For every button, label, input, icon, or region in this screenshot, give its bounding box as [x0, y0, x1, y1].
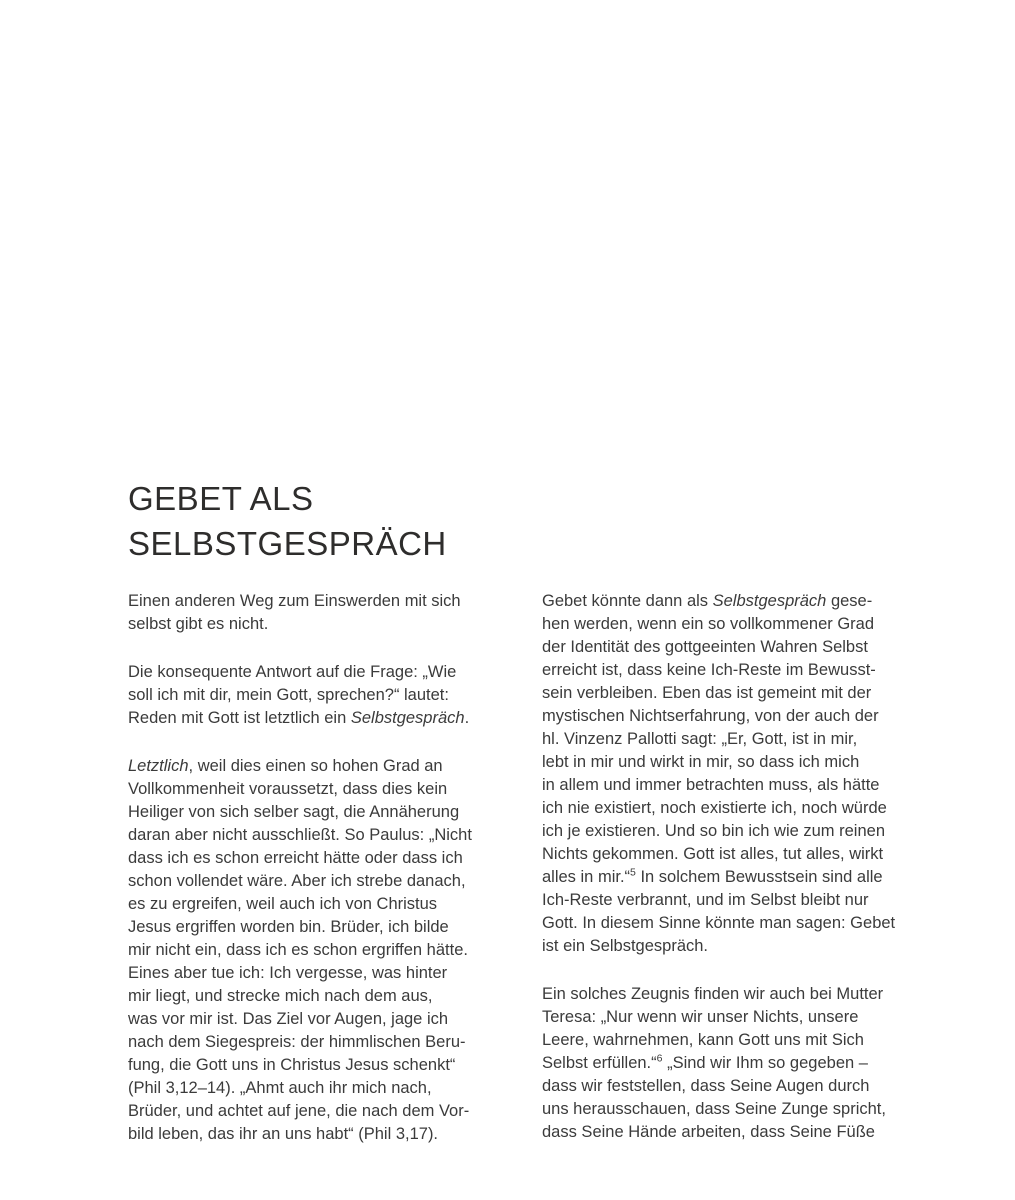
text-line: [128, 824, 502, 847]
paragraph: [128, 661, 502, 730]
body-text: hen werden, wenn ein so vollkommener Grad: [542, 615, 875, 633]
body-text: fung, die Gott uns in Christus Jesus schenkt“: [128, 1056, 456, 1074]
body-text: ich nie existiert, noch existierte ich, noch würde: [542, 799, 887, 817]
chapter-title-line-2: SELBSTGESPRÄCH: [128, 525, 447, 562]
body-text: dass ich es schon erreicht hätte oder dass ich: [128, 849, 463, 867]
text-line: [542, 1029, 916, 1052]
text-line: [542, 613, 916, 636]
body-text: ist ein Selbstgespräch.: [542, 937, 709, 955]
body-text: Einen anderen Weg zum Einswerden mit sich: [128, 592, 461, 610]
text-line: [128, 1123, 502, 1146]
text-line: [542, 636, 916, 659]
body-text: Teresa: „Nur wenn wir unser Nichts, unsere: [542, 1008, 859, 1026]
body-text: Nichts gekommen. Gott ist alles, tut alles, wirkt: [542, 845, 884, 863]
text-line: [128, 778, 502, 801]
paragraph: [128, 590, 502, 636]
text-line: [542, 774, 916, 797]
italic-text: Selbstgespräch: [712, 592, 827, 610]
text-line: [128, 985, 502, 1008]
body-text: was vor mir ist. Das Ziel vor Augen, jage ich: [128, 1010, 449, 1028]
body-text: gese-: [826, 592, 873, 610]
body-text: Die konsequente Antwort auf die Frage: „Wie: [128, 663, 457, 681]
text-line: [542, 889, 916, 912]
text-line: [128, 893, 502, 916]
body-text: sein verbleiben. Eben das ist gemeint mit der: [542, 684, 872, 702]
body-text: lebt in mir und wirkt in mir, so dass ich mich: [542, 753, 860, 771]
chapter-title: [128, 476, 447, 566]
text-line: [128, 1031, 502, 1054]
text-line: [542, 659, 916, 682]
text-line: [128, 661, 502, 684]
body-text: Vollkommenheit voraussetzt, dass dies kein: [128, 780, 448, 798]
body-text: schon vollendet wäre. Aber ich strebe danach,: [128, 872, 466, 890]
text-line: [128, 962, 502, 985]
body-text: der Identität des gottgeeinten Wahren Selbst: [542, 638, 868, 656]
body-text: Gebet könnte dann als: [542, 592, 713, 610]
body-text: dass wir feststellen, dass Seine Augen durch: [542, 1077, 870, 1095]
text-line: [128, 1008, 502, 1031]
body-text: nach dem Siegespreis: der himmlischen Beru-: [128, 1033, 466, 1051]
body-text: Gott. In diesem Sinne könnte man sagen: Gebet: [542, 914, 896, 932]
text-line: [128, 1054, 502, 1077]
body-text: Leere, wahrnehmen, kann Gott uns mit Sich: [542, 1031, 864, 1049]
text-line: [542, 935, 916, 958]
body-text: in allem und immer betrachten muss, als hätte: [542, 776, 880, 794]
text-line: [128, 1100, 502, 1123]
paragraph: [542, 983, 916, 1144]
text-line: [542, 1121, 916, 1144]
text-column-left: [128, 590, 502, 1146]
chapter-title-line-1: GEBET ALS: [128, 480, 314, 517]
text-line: [128, 870, 502, 893]
body-text: es zu ergreifen, weil auch ich von Christus: [128, 895, 438, 913]
text-line: [542, 983, 916, 1006]
body-text: selbst gibt es nicht.: [128, 615, 269, 633]
body-text: daran aber nicht ausschließt. So Paulus: „Nicht: [128, 826, 472, 844]
body-text: mir liegt, und strecke mich nach dem aus,: [128, 987, 433, 1005]
body-text: Ich-Reste verbrannt, und im Selbst bleibt nur: [542, 891, 869, 909]
italic-text: Selbstgespräch: [350, 709, 465, 727]
text-line: [542, 1006, 916, 1029]
text-line: [542, 797, 916, 820]
paragraph: [542, 590, 916, 958]
body-text: Reden mit Gott ist letztlich ein: [128, 709, 351, 727]
text-line: [128, 707, 502, 730]
body-text: .: [464, 709, 470, 727]
text-line: [542, 1052, 916, 1075]
paragraph: [128, 755, 502, 1146]
body-text: soll ich mit dir, mein Gott, sprechen?“ lautet:: [128, 686, 449, 704]
body-text: Selbst erfüllen.“: [542, 1054, 657, 1072]
body-text: mir nicht ein, dass ich es schon ergriffen hätte.: [128, 941, 468, 959]
text-line: [542, 820, 916, 843]
text-line: [542, 1075, 916, 1098]
footnote-marker: 5: [630, 866, 636, 879]
text-line: [542, 705, 916, 728]
text-line: [128, 916, 502, 939]
text-line: [542, 912, 916, 935]
text-line: [128, 801, 502, 824]
body-text: , weil dies einen so hohen Grad an: [188, 757, 443, 775]
body-text: ich je existieren. Und so bin ich wie zum reinen: [542, 822, 885, 840]
body-text: dass Seine Hände arbeiten, dass Seine Füße: [542, 1123, 875, 1141]
text-line: [542, 590, 916, 613]
text-columns: [128, 590, 916, 1146]
body-text: „Sind wir Ihm so gegeben –: [662, 1054, 868, 1072]
body-text: Brüder, und achtet auf jene, die nach dem Vor-: [128, 1102, 470, 1120]
text-line: [128, 684, 502, 707]
text-line: [542, 866, 916, 889]
text-line: [128, 1077, 502, 1100]
body-text: Eines aber tue ich: Ich vergesse, was hinter: [128, 964, 448, 982]
body-text: (Phil 3,12–14). „Ahmt auch ihr mich nach,: [128, 1079, 432, 1097]
text-line: [128, 847, 502, 870]
text-line: [128, 755, 502, 778]
body-text: alles in mir.“: [542, 868, 631, 886]
text-line: [542, 682, 916, 705]
text-line: [542, 843, 916, 866]
text-line: [542, 751, 916, 774]
body-text: hl. Vinzenz Pallotti sagt: „Er, Gott, ist in mir,: [542, 730, 858, 748]
body-text: Ein solches Zeugnis finden wir auch bei Mutter: [542, 985, 884, 1003]
text-line: [542, 728, 916, 751]
body-text: erreicht ist, dass keine Ich-Reste im Bewusst-: [542, 661, 876, 679]
body-text: mystischen Nichtserfahrung, von der auch der: [542, 707, 879, 725]
italic-text: Letztlich: [128, 757, 189, 775]
body-text: Jesus ergriffen worden bin. Brüder, ich bilde: [128, 918, 449, 936]
text-line: [128, 613, 502, 636]
body-text: In solchem Bewusstsein sind alle: [635, 868, 883, 886]
body-text: Heiliger von sich selber sagt, die Annäherung: [128, 803, 460, 821]
body-text: uns herausschauen, dass Seine Zunge spricht,: [542, 1100, 886, 1118]
text-line: [542, 1098, 916, 1121]
text-line: [128, 939, 502, 962]
footnote-marker: 6: [656, 1052, 663, 1065]
text-column-right: [542, 590, 916, 1146]
text-line: [128, 590, 502, 613]
body-text: bild leben, das ihr an uns habt“ (Phil 3,17).: [128, 1125, 439, 1143]
